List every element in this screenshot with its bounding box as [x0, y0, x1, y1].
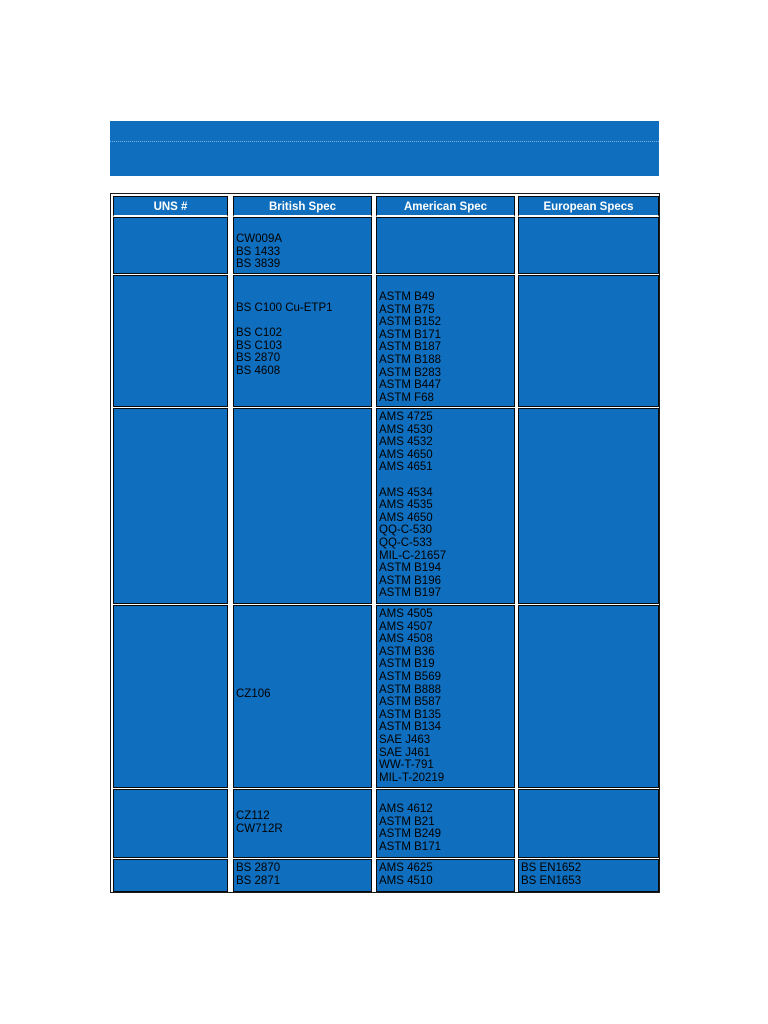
spec-entry: AMS 4505	[379, 608, 433, 620]
cell-american-row-6	[376, 859, 515, 892]
cell-british-row-5	[233, 789, 372, 858]
spec-entry: ASTM B187	[379, 341, 441, 354]
spec-entry: ASTM B587	[379, 696, 441, 709]
cell-american-row-5	[376, 789, 515, 858]
header-american-spec: American Spec	[376, 196, 515, 217]
spec-entry: AMS 4650	[379, 511, 433, 524]
spec-table	[110, 193, 660, 893]
spec-entry: ASTM B36	[379, 645, 435, 658]
blank-line	[236, 315, 371, 328]
spec-entry: AMS 4530	[379, 423, 433, 436]
spec-entry: BS 2870	[236, 352, 281, 365]
spec-entry: BS 1433	[236, 245, 281, 258]
cell-uns-row-5	[113, 789, 228, 858]
title-banner	[110, 121, 659, 176]
cell-uns-row-1	[113, 217, 228, 274]
cell-american-row-3	[376, 408, 515, 604]
spec-entry: AMS 4612	[379, 803, 433, 815]
cell-british-row-4	[233, 605, 372, 788]
cell-european-row-6	[518, 859, 659, 892]
spec-entry: ASTM B49	[379, 291, 435, 303]
cell-british-row-2	[233, 275, 372, 407]
spec-entry: CZ106	[236, 688, 271, 700]
cell-uns-row-2	[113, 275, 228, 407]
cell-british-row-3	[233, 408, 372, 604]
spec-entry: ASTM B888	[379, 683, 441, 696]
banner-divider	[110, 141, 659, 142]
cell-european-row-3	[518, 408, 659, 604]
spec-entry: BS 2871	[236, 874, 281, 887]
spec-entry: AMS 4725	[379, 411, 433, 423]
spec-entry: MIL-C-21657	[379, 549, 447, 562]
spec-entry: AMS 4650	[379, 448, 433, 461]
cell-british-row-6	[233, 859, 372, 892]
spec-entry: QQ-C-530	[379, 524, 433, 537]
header-european-specs: European Specs	[518, 196, 659, 217]
spec-entry: ASTM F68	[379, 391, 434, 404]
cell-european-row-4	[518, 605, 659, 788]
cell-british-row-1	[233, 217, 372, 274]
spec-entry: ASTM B249	[379, 828, 441, 841]
spec-entry: CZ112	[236, 810, 270, 822]
spec-entry: AMS 4510	[379, 874, 433, 887]
header-uns: UNS #	[113, 196, 228, 217]
spec-entry: ASTM B196	[379, 574, 441, 587]
spec-entry: ASTM B21	[379, 815, 435, 828]
spec-entry: AMS 4535	[379, 499, 433, 512]
spec-entry: ASTM B19	[379, 658, 435, 671]
spec-entry: ASTM B135	[379, 708, 441, 721]
cell-european-row-5	[518, 789, 659, 858]
spec-entry: BS 3839	[236, 258, 281, 271]
spec-entry: BS EN1653	[521, 874, 582, 887]
spec-entry: MIL-T-20219	[379, 771, 445, 784]
spec-entry: ASTM B569	[379, 670, 441, 683]
spec-entry: AMS 4532	[379, 436, 433, 449]
spec-entry: ASTM B152	[379, 316, 441, 329]
spec-entry: AMS 4534	[379, 486, 433, 499]
spec-entry: CW009A	[236, 233, 283, 245]
cell-american-row-2	[376, 275, 515, 407]
header-british-spec: British Spec	[233, 196, 372, 217]
spec-entry: AMS 4651	[379, 461, 433, 474]
cell-european-row-2	[518, 275, 659, 407]
spec-entry: BS 2870	[236, 862, 281, 874]
blank-line	[379, 474, 514, 487]
spec-entry: ASTM B171	[379, 840, 441, 853]
spec-entry: BS 4608	[236, 364, 281, 377]
spec-entry: BS C102	[236, 327, 283, 340]
spec-entry: ASTM B197	[379, 587, 441, 600]
spec-entry: SAE J463	[379, 733, 431, 746]
spec-entry: QQ-C-533	[379, 536, 433, 549]
cell-uns-row-4	[113, 605, 228, 788]
spec-entry: ASTM B171	[379, 328, 441, 341]
spec-entry: CW712R	[236, 822, 283, 835]
spec-entry: AMS 4507	[379, 620, 433, 633]
spec-entry: BS EN1652	[521, 862, 582, 874]
spec-entry: BS C100 Cu-ETP1	[236, 302, 333, 314]
spec-entry: ASTM B447	[379, 379, 441, 392]
cell-american-row-4	[376, 605, 515, 788]
spec-entry: AMS 4625	[379, 862, 433, 874]
spec-entry: ASTM B194	[379, 562, 441, 575]
spec-entry: AMS 4508	[379, 633, 433, 646]
spec-entry: SAE J461	[379, 746, 431, 759]
spec-entry: ASTM B75	[379, 303, 435, 316]
cell-american-row-1	[376, 217, 515, 274]
spec-entry: WW-T-791	[379, 759, 434, 772]
cell-uns-row-6	[113, 859, 228, 892]
spec-entry: BS C103	[236, 339, 283, 352]
spec-entry: ASTM B283	[379, 366, 441, 379]
cell-european-row-1	[518, 217, 659, 274]
spec-entry: ASTM B188	[379, 353, 441, 366]
cell-uns-row-3	[113, 408, 228, 604]
spec-entry: ASTM B134	[379, 721, 441, 734]
